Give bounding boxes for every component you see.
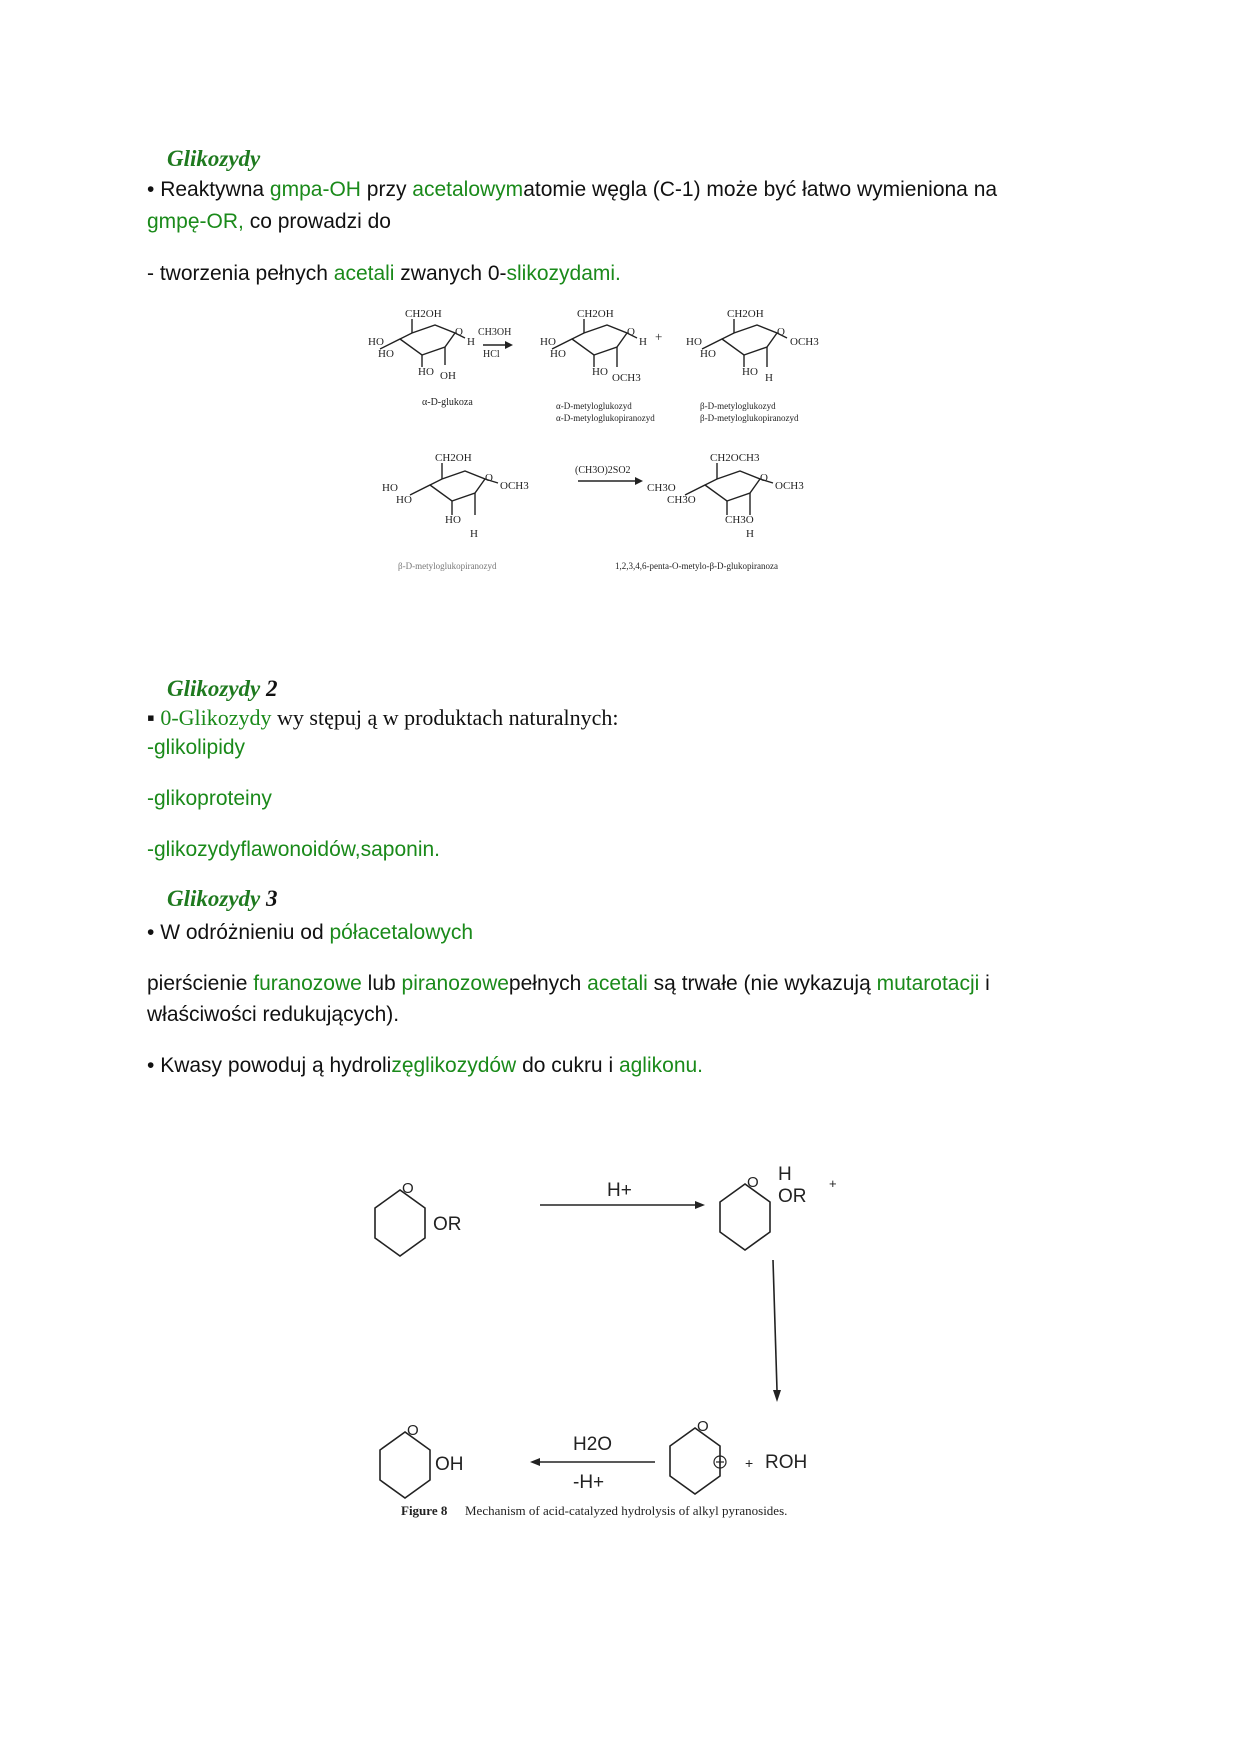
highlight-term: 0-Glikozydy <box>160 705 272 730</box>
text: są trwałe (nie wykazują <box>647 972 877 995</box>
label-ch3o: CH3O <box>725 514 754 526</box>
label-h: H <box>467 336 475 348</box>
pyranose-ring-hemiacetal <box>380 1432 430 1498</box>
section3-paragraph2-line1 <box>147 968 990 999</box>
plus-sign: + <box>745 1455 754 1471</box>
bullet: • <box>147 178 155 201</box>
section1-heading: Glikozydy <box>167 146 261 171</box>
label-ho: HO <box>550 348 566 360</box>
figure-caption-label: Figure 8 <box>401 1503 448 1518</box>
section1-paragraph-line1 <box>147 174 997 205</box>
label-ho: HO <box>382 482 398 494</box>
text: co prowadzi do <box>243 210 391 233</box>
compound-name: α-D-metyloglukozyd <box>556 401 632 411</box>
label-reagent-hcl: HCl <box>483 349 500 360</box>
bullet: • <box>147 1054 155 1077</box>
text: i <box>979 972 990 995</box>
list-item: -glikolipidy <box>147 736 246 759</box>
label-reagent-methanol: CH3OH <box>478 327 512 338</box>
compound-name: α-D-metyloglukopiranozyd <box>556 413 655 423</box>
highlight-term: acetali <box>587 972 648 995</box>
list-item: -glikoproteiny <box>147 787 272 810</box>
compound-name: α-D-glukoza <box>422 397 473 408</box>
section1-paragraph-line2 <box>147 206 391 237</box>
label-och3: OCH3 <box>775 480 804 492</box>
label-h: H <box>778 1164 792 1185</box>
bullet: • <box>147 921 155 944</box>
pyranose-ring-acetal <box>375 1190 425 1256</box>
heading-text: Glikozydy <box>167 886 261 911</box>
section3-paragraph1 <box>147 917 473 948</box>
label-och3: OCH3 <box>790 336 819 348</box>
label-h: H <box>470 528 478 540</box>
text: wy stępuj ą w produktach naturalnych: <box>271 705 619 730</box>
bullet: ▪ <box>147 705 155 730</box>
label-ch3o: CH3O <box>667 494 696 506</box>
figure-caption-text: Mechanism of acid-catalyzed hydrolysis of alkyl pyranosides. <box>465 1503 788 1518</box>
highlight-term: gmpę-OR, <box>147 210 244 233</box>
highlight-term: aglikonu. <box>618 1054 704 1077</box>
label-ring-o: O <box>760 472 768 484</box>
label-water: H2O <box>573 1434 613 1455</box>
label-ho: HO <box>700 348 716 360</box>
highlight-term: gmpa-OH <box>269 178 361 201</box>
label-oh: OH <box>440 370 456 382</box>
label-ring-o: O <box>455 326 463 338</box>
label-ho: HO <box>418 366 434 378</box>
compound-name: β-D-metyloglukopiranozyd <box>700 413 799 423</box>
highlight-term: piranozowe <box>401 972 509 995</box>
label-h: H <box>746 528 754 540</box>
label-och3: OCH3 <box>500 480 529 492</box>
glucose-ring-5 <box>685 463 773 515</box>
label-or: OR <box>778 1186 807 1207</box>
highlight-term: zęglikozydów <box>391 1054 517 1077</box>
text: zwanych 0- <box>394 262 507 285</box>
ring-oxygen: O <box>747 1174 759 1191</box>
label-ring-o: O <box>485 472 493 484</box>
label-reagent-dimethyl-sulfate: (CH3O)2SO2 <box>575 465 631 476</box>
section2-heading <box>167 676 278 702</box>
text: Kwasy powoduj ą hydroli <box>160 1054 392 1077</box>
text: - tworzenia pełnych <box>147 262 334 285</box>
ring-oxygen: O <box>697 1418 709 1435</box>
text: Reaktywna <box>160 178 270 201</box>
label-ch2oh: CH2OH <box>577 308 614 320</box>
section3-paragraph2-line2: właściwości redukujących). <box>147 1003 400 1026</box>
ring-oxygen: O <box>402 1180 414 1197</box>
text: lub <box>361 972 402 995</box>
label-ch2och3: CH2OCH3 <box>710 452 760 464</box>
plus-sign: + <box>655 329 663 344</box>
label-oh: OH <box>435 1454 464 1475</box>
highlight-term: furanozowe <box>253 972 362 995</box>
label-ch2oh: CH2OH <box>727 308 764 320</box>
label-h: H <box>765 372 773 384</box>
label-ch2oh: CH2OH <box>405 308 442 320</box>
text: W odróżnieniu od <box>160 921 330 944</box>
highlight-term: acetalowym <box>412 178 524 201</box>
compound-name: 1,2,3,4,6-penta-O-metylo-β-D-glukopiranoza <box>615 561 779 571</box>
section2-intro <box>147 702 619 733</box>
label-och3: OCH3 <box>612 372 641 384</box>
label-ho: HO <box>445 514 461 526</box>
highlight-term: acetali <box>333 262 395 285</box>
list-item: -glikozydyflawonoidów,saponin. <box>147 838 441 861</box>
label-ho: HO <box>742 366 758 378</box>
compound-name: β-D-metyloglukozyd <box>700 401 776 411</box>
label-ch3o: CH3O <box>647 482 676 494</box>
label-minus-h-plus: -H+ <box>573 1472 605 1493</box>
label-ho: HO <box>378 348 394 360</box>
pyranose-ring-oxocarbenium <box>670 1428 720 1494</box>
label-ho: HO <box>540 336 556 348</box>
label-ring-o: O <box>777 326 785 338</box>
heading-number: 2 <box>266 676 278 701</box>
glycoside-formation-figure <box>370 305 860 610</box>
section3-paragraph3 <box>147 1050 703 1081</box>
pyranose-ring-protonated <box>720 1184 770 1250</box>
label-charge: + <box>829 1176 837 1191</box>
text: do cukru i <box>516 1054 619 1077</box>
text: atomie węgla (C-1) może być łatwo wymieniona na <box>523 178 998 201</box>
ring-oxygen: O <box>407 1422 419 1439</box>
compound-name: β-D-metyloglukopiranozyd <box>398 561 497 571</box>
glucose-ring-4 <box>410 463 498 515</box>
label-or: OR <box>433 1214 462 1235</box>
highlight-term: slikozydami. <box>506 262 621 285</box>
highlight-term: mutarotacji <box>876 972 980 995</box>
label-ho: HO <box>396 494 412 506</box>
heading-text: Glikozydy <box>167 676 261 701</box>
label-h: H <box>639 336 647 348</box>
text: przy <box>360 178 413 201</box>
section3-heading <box>167 886 278 912</box>
hydrolysis-mechanism-figure <box>355 1150 875 1530</box>
text: pełnych <box>508 972 588 995</box>
label-roh: ROH <box>765 1452 808 1473</box>
label-ho: HO <box>368 336 384 348</box>
label-ch2oh: CH2OH <box>435 452 472 464</box>
highlight-term: półacetalowych <box>329 921 474 944</box>
section1-paragraph2 <box>147 258 621 289</box>
label-ring-o: O <box>627 326 635 338</box>
label-h-plus: H+ <box>607 1180 632 1201</box>
text: pierścienie <box>147 972 254 995</box>
heading-number: 3 <box>266 886 278 911</box>
label-ho: HO <box>592 366 608 378</box>
label-ho: HO <box>686 336 702 348</box>
